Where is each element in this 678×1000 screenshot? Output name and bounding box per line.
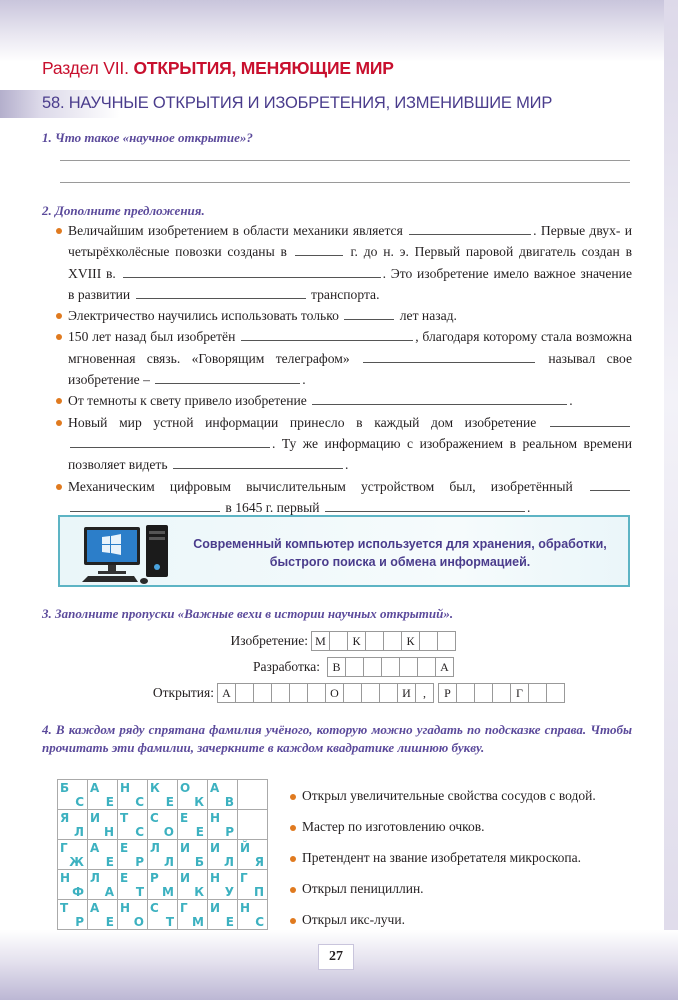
crossword-row-development [328, 657, 454, 677]
question-2-title: 2. Дополните предложения. [42, 203, 205, 218]
crossword-row-invention [312, 631, 456, 651]
text: г. до н. э. Первый паровой двигатель создан в XVIII в. [68, 244, 632, 281]
letter-cell[interactable] [379, 683, 398, 703]
grid-cell[interactable] [147, 899, 178, 930]
letter-cell[interactable] [253, 683, 272, 703]
grid-letter-top: Е [120, 871, 129, 885]
grid-cell[interactable] [177, 809, 208, 840]
grid-cell[interactable] [147, 839, 178, 870]
letter-cell[interactable]: К [347, 631, 366, 651]
grid-cell[interactable] [147, 779, 178, 810]
grid-letter-top: С [150, 901, 159, 915]
grid-letter-top: Н [240, 901, 251, 915]
grid-letter-top: И [180, 841, 191, 855]
text: . [569, 393, 573, 409]
fill-blank[interactable] [70, 433, 270, 448]
grid-letter-top: Л [150, 841, 160, 855]
letter-cell[interactable] [345, 657, 364, 677]
letter-cell[interactable] [343, 683, 362, 703]
bullet-light [52, 390, 632, 411]
grid-letter-bottom: Р [75, 915, 84, 929]
grid-letter-top: Г [60, 841, 68, 855]
hint-item: Открыл икс-лучи. [290, 912, 596, 943]
grid-letter-bottom: Е [225, 915, 234, 929]
fill-blank[interactable] [590, 476, 630, 491]
bullet-telephone [52, 326, 632, 390]
crossword-label-invention: Изобретение: [230, 633, 308, 648]
grid-row [58, 780, 268, 810]
grid-letter-top: Р [150, 871, 159, 885]
grid-cell[interactable] [207, 839, 238, 870]
grid-letter-bottom: П [253, 885, 264, 899]
letter-cell[interactable] [437, 631, 456, 651]
grid-letter-top: Н [210, 871, 221, 885]
grid-letter-top: О [180, 781, 191, 795]
letter-cell[interactable] [383, 631, 402, 651]
grid-letter-bottom: М [162, 885, 174, 899]
letter-cell[interactable] [307, 683, 326, 703]
answer-line[interactable] [60, 160, 630, 161]
bullet-radio-tv [52, 412, 632, 476]
info-box [58, 515, 630, 587]
grid-letter-top: И [90, 811, 101, 825]
letter-cell[interactable]: М [311, 631, 330, 651]
letter-cell[interactable] [329, 631, 348, 651]
grid-letter-bottom: Е [105, 855, 114, 869]
grid-cell[interactable] [117, 899, 148, 930]
fill-blank[interactable] [344, 305, 394, 320]
text: . Это изобретение имело важное значение в развитии [68, 265, 632, 302]
grid-letter-bottom: С [255, 915, 264, 929]
grid-cell[interactable] [177, 869, 208, 900]
grid-letter-bottom: С [135, 825, 144, 839]
letter-cell[interactable]: О [325, 683, 344, 703]
computer-icon [82, 523, 174, 585]
hint-item: Открыл увеличительные свойства сосудов с водой. [290, 788, 596, 819]
grid-letter-top: И [210, 841, 221, 855]
letter-cell[interactable] [492, 683, 511, 703]
fill-blank[interactable] [155, 369, 300, 384]
fill-blank[interactable] [550, 412, 630, 427]
letter-cell[interactable] [365, 631, 384, 651]
grid-letter-bottom: В [224, 795, 234, 809]
grid-cell[interactable] [57, 779, 88, 810]
letter-cell[interactable] [361, 683, 380, 703]
letter-cell[interactable]: К [401, 631, 420, 651]
fill-blank[interactable] [363, 348, 535, 363]
bullet-calculator [52, 476, 632, 519]
letter-cell[interactable] [381, 657, 400, 677]
section-title [42, 58, 394, 79]
grid-letter-bottom: Л [74, 825, 84, 839]
grid-cell[interactable] [207, 869, 238, 900]
grid-letter-bottom: С [135, 795, 144, 809]
grid-cell[interactable] [57, 839, 88, 870]
grid-letter-top: Н [60, 871, 71, 885]
text: Электричество научились использовать только [68, 308, 339, 324]
letter-cell[interactable] [528, 683, 547, 703]
grid-cell[interactable] [177, 899, 208, 930]
text: транспорта. [311, 286, 380, 302]
text: От темноты к свету привело изобретение [68, 393, 307, 409]
letter-cell[interactable]: И [397, 683, 416, 703]
letter-cell[interactable]: Г [510, 683, 529, 703]
grid-letter-bottom: Ф [72, 885, 84, 899]
grid-letter-top: Й [240, 841, 251, 855]
bullet-mechanics [52, 220, 632, 305]
grid-cell[interactable] [147, 809, 178, 840]
grid-letter-top: Е [180, 811, 189, 825]
grid-letter-top: Я [60, 811, 70, 825]
text: . [302, 372, 306, 388]
grid-cell[interactable] [117, 839, 148, 870]
info-box-text: Современный компьютер используется для хранения, обработки, быстрого поиска и обмена информацией. [193, 537, 607, 569]
question-2-bullets [52, 220, 632, 518]
grid-row [58, 840, 268, 870]
letter-cell[interactable] [289, 683, 308, 703]
letter-cell[interactable]: Р [438, 683, 457, 703]
grid-letter-bottom: У [224, 885, 234, 899]
grid-row [58, 810, 268, 840]
letter-cell[interactable] [456, 683, 475, 703]
grid-letter-bottom: Л [224, 855, 234, 869]
question-4-title: 4. В каждом ряду спрятана фамилия учёного, которую можно угадать по подсказке справа. Чтобы прочитать эти фамилии, зачеркните в каждом квадратике лишнюю букву. [42, 722, 632, 755]
question-3-title: 3. Заполните пропуски «Важные вехи в истории научных открытий». [42, 606, 454, 621]
section-label: Раздел VII. [42, 58, 129, 78]
grid-cell[interactable] [177, 839, 208, 870]
grid-cell[interactable] [87, 899, 118, 930]
grid-letter-top: Б [60, 781, 70, 795]
grid-letter-bottom: Б [194, 855, 204, 869]
grid-letter-top: Г [240, 871, 248, 885]
text: . Ту же информацию с изображением в реальном времени позволяет видеть [68, 435, 632, 473]
grid-letter-top: И [210, 901, 221, 915]
grid-letter-bottom: Я [254, 855, 264, 869]
crossword-row-discoveries [218, 683, 565, 703]
page-header-band [0, 0, 678, 62]
grid-cell[interactable] [237, 839, 268, 870]
crossword-label-discoveries: Открытия: [152, 685, 214, 700]
text: Новый мир устной информации принесло в каждый дом изобретение [68, 414, 537, 430]
grid-letter-top: Т [60, 901, 69, 915]
fill-blank[interactable] [173, 454, 343, 469]
grid-letter-bottom: Т [165, 915, 174, 929]
crossword-label-development: Разработка: [252, 659, 320, 674]
grid-letter-bottom: Р [225, 825, 234, 839]
letter-cell[interactable] [419, 631, 438, 651]
grid-cell[interactable] [207, 809, 238, 840]
grid-letter-top: А [90, 901, 100, 915]
grid-letter-bottom: Т [135, 885, 144, 899]
hint-item: Претендент на звание изобретателя микроскопа. [290, 850, 596, 881]
letter-cell[interactable] [271, 683, 290, 703]
letter-cell[interactable] [546, 683, 565, 703]
grid-letter-bottom: Ж [69, 855, 84, 869]
side-strip [664, 0, 678, 1000]
grid-cell[interactable] [237, 809, 268, 840]
letter-cell[interactable]: , [415, 683, 434, 703]
grid-cell[interactable] [57, 899, 88, 930]
fill-blank[interactable] [123, 263, 381, 278]
grid-cell[interactable] [117, 869, 148, 900]
grid-letter-bottom: О [163, 825, 174, 839]
text: в 1645 г. первый [225, 499, 320, 515]
letter-cell[interactable] [474, 683, 493, 703]
text: , благодаря которому стала возможна мгновенная связь. «Говорящим телеграфом» [68, 329, 632, 366]
letter-cell[interactable]: А [435, 657, 454, 677]
grid-letter-bottom: Е [105, 795, 114, 809]
grid-cell[interactable] [57, 809, 88, 840]
text: Механическим цифровым вычислительным устройством был, изобретённый [68, 478, 573, 494]
grid-letter-top: Т [120, 811, 129, 825]
grid-letter-top: Н [120, 781, 131, 795]
bullet-electricity [52, 305, 632, 326]
grid-letter-bottom: К [194, 885, 204, 899]
grid-letter-bottom: А [104, 885, 114, 899]
grid-letter-bottom: Е [105, 915, 114, 929]
grid-cell[interactable] [237, 779, 268, 810]
grid-letter-top: С [150, 811, 159, 825]
section-name: ОТКРЫТИЯ, МЕНЯЮЩИЕ МИР [133, 58, 394, 78]
text: называл свое изобретение – [68, 350, 632, 388]
grid-letter-top: А [90, 781, 100, 795]
letter-cell[interactable] [399, 657, 418, 677]
grid-letter-bottom: Е [165, 795, 174, 809]
grid-cell[interactable] [237, 869, 268, 900]
grid-letter-top: Н [210, 811, 221, 825]
grid-letter-bottom: Л [164, 855, 174, 869]
grid-letter-top: К [150, 781, 160, 795]
letter-grid [58, 780, 268, 930]
grid-cell[interactable] [87, 869, 118, 900]
grid-row [58, 870, 268, 900]
text: . Первые двух- и четырёхколёсные повозки созданы в [68, 223, 633, 260]
hint-item: Мастер по изготовлению очков. [290, 819, 596, 850]
fill-blank[interactable] [241, 326, 413, 341]
text: . [527, 499, 531, 515]
grid-cell[interactable] [87, 779, 118, 810]
fill-blank[interactable] [295, 241, 343, 256]
fill-blank[interactable] [325, 497, 525, 512]
grid-letter-top: Г [180, 901, 188, 915]
fill-blank[interactable] [312, 390, 567, 405]
grid-letter-bottom: М [192, 915, 204, 929]
hint-list [290, 788, 596, 943]
grid-cell[interactable] [87, 839, 118, 870]
grid-cell[interactable] [147, 869, 178, 900]
grid-cell[interactable] [177, 779, 208, 810]
grid-letter-top: Н [120, 901, 131, 915]
grid-letter-bottom: Р [135, 855, 144, 869]
grid-cell[interactable] [237, 899, 268, 930]
question-1-title: 1. Что такое «научное открытие»? [42, 130, 253, 145]
grid-letter-top: А [90, 841, 100, 855]
grid-letter-top: Е [120, 841, 129, 855]
letter-cell[interactable] [417, 657, 436, 677]
grid-cell[interactable] [117, 779, 148, 810]
letter-cell[interactable] [235, 683, 254, 703]
text: лет назад. [399, 308, 457, 324]
grid-letter-top: Л [90, 871, 100, 885]
grid-letter-bottom: К [194, 795, 204, 809]
grid-cell[interactable] [207, 899, 238, 930]
grid-cell[interactable] [207, 779, 238, 810]
fill-blank[interactable] [409, 220, 531, 235]
answer-line[interactable] [60, 182, 630, 183]
grid-cell[interactable] [117, 809, 148, 840]
fill-blank[interactable] [136, 284, 306, 299]
grid-cell[interactable] [57, 869, 88, 900]
grid-letter-bottom: Е [195, 825, 204, 839]
page-number: 27 [318, 944, 354, 970]
text: Величайшим изобретением в области механики является [68, 223, 403, 238]
grid-letter-top: И [180, 871, 191, 885]
text: 150 лет назад был изобретён [68, 329, 236, 345]
grid-letter-top: А [210, 781, 220, 795]
text: . [344, 457, 349, 473]
grid-cell[interactable] [87, 809, 118, 840]
fill-blank[interactable] [70, 497, 220, 512]
grid-letter-bottom: С [75, 795, 84, 809]
grid-letter-bottom: О [133, 915, 144, 929]
letter-cell[interactable]: В [327, 657, 346, 677]
grid-row [58, 900, 268, 930]
letter-cell[interactable] [363, 657, 382, 677]
letter-cell[interactable]: А [217, 683, 236, 703]
grid-letter-bottom: Н [103, 825, 114, 839]
topic-title: 58. НАУЧНЫЕ ОТКРЫТИЯ И ИЗОБРЕТЕНИЯ, ИЗМЕНИВШИЕ МИР [42, 94, 553, 112]
hint-item: Открыл пенициллин. [290, 881, 596, 912]
